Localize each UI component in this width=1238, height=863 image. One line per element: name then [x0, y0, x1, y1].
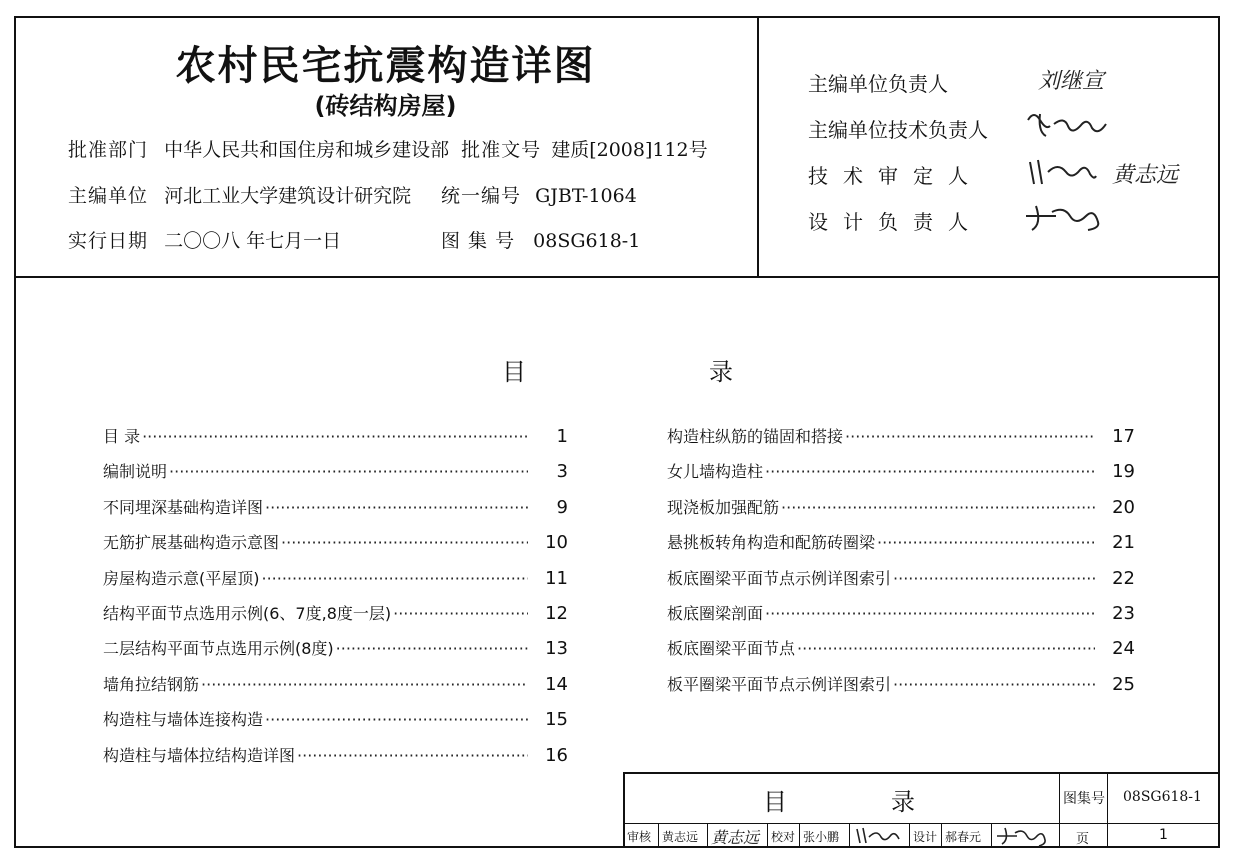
tb-designer: 郝春元 [945, 830, 982, 844]
resp-role-4: 设计负责人 [808, 210, 983, 234]
toc-entry[interactable]: 构造柱与墙体拉结构造详图 ····· 16 [103, 743, 568, 765]
approval-dept: 中华人民共和国住房和城乡建设部 [164, 139, 450, 161]
tb-designer-signature [995, 825, 1057, 847]
signature-4-scrawl [1022, 200, 1108, 234]
approval-no-label: 批准文号 [461, 139, 542, 161]
unified-no: GJBT-1064 [535, 185, 637, 207]
toc-heading-left: 目 [502, 358, 526, 386]
toc-entry[interactable]: 房屋构造示意(平屋顶) ····· 11 [103, 566, 568, 588]
tb-checker-signature [853, 825, 907, 847]
toc-entry[interactable]: 无筋扩展基础构造示意图 ····· 10 [103, 530, 568, 552]
approval-row [68, 135, 708, 162]
toc-entry[interactable]: 不同埋深基础构造详图 ····· 9 [103, 495, 568, 517]
toc-entry[interactable]: 板底圈梁平面节点示例详图索引 ····· 22 [667, 566, 1135, 588]
toc-entry[interactable]: 板底圈梁剖面 ····· 23 [667, 601, 1135, 623]
toc-entry[interactable]: 构造柱纵筋的锚固和搭接 ····· 17 [667, 424, 1135, 446]
signature-1: 刘继宣 [1038, 69, 1105, 94]
toc-entry[interactable]: 构造柱与墙体连接构造 ····· 15 [103, 707, 568, 729]
approval-no: 建质[2008]112号 [551, 139, 708, 161]
signature-2-scrawl [1020, 106, 1110, 146]
unified-no-row [441, 181, 637, 208]
tb-atlas-no: 08SG618-1 [1123, 789, 1202, 805]
toc-entry[interactable]: 结构平面节点选用示例(6、7度,8度一层) ····· 12 [103, 601, 568, 623]
atlas-no-row [441, 226, 640, 253]
unified-no-label: 统一编号 [441, 185, 522, 207]
effective-row [68, 226, 341, 253]
header-bottom-line [14, 276, 1220, 278]
title-block [623, 772, 1220, 848]
effective-date: 二〇〇八 年七月一日 [164, 230, 342, 252]
atlas-no: 08SG618-1 [533, 230, 641, 252]
tb-name-right: 录 [891, 788, 915, 816]
tb-design-label: 设计 [913, 830, 938, 844]
tb-page: 1 [1159, 827, 1168, 843]
tb-reviewer-signature: 黄志远 [711, 828, 760, 847]
toc-entry[interactable]: 二层结构平面节点选用示例(8度) ····· 13 [103, 636, 568, 658]
tb-atlas-label: 图集号 [1063, 791, 1105, 807]
tb-check-label: 校对 [771, 830, 796, 844]
resp-role-1: 主编单位负责人 [808, 72, 948, 96]
toc-heading-right: 录 [709, 358, 733, 386]
effective-label: 实行日期 [68, 230, 149, 252]
tb-name-left: 目 [763, 788, 787, 816]
editor-row [68, 181, 411, 208]
signature-3-name: 黄志远 [1112, 163, 1179, 188]
tb-review-label: 审核 [627, 830, 652, 844]
toc-entry[interactable]: 目 录 ····· 1 [103, 424, 568, 446]
atlas-title: 农村民宅抗震构造详图 [175, 43, 596, 89]
approval-dept-label: 批准部门 [68, 139, 149, 161]
header-divider [757, 16, 759, 277]
toc-entry[interactable]: 编制说明 ····· 3 [103, 459, 568, 481]
resp-role-3: 技术审定人 [808, 164, 983, 188]
atlas-subtitle: (砖结构房屋) [314, 92, 457, 120]
editor-label: 主编单位 [68, 185, 149, 207]
toc-entry[interactable]: 现浇板加强配筋 ····· 20 [667, 495, 1135, 517]
editor: 河北工业大学建筑设计研究院 [164, 185, 412, 207]
tb-page-label: 页 [1076, 832, 1090, 847]
resp-role-2: 主编单位技术负责人 [808, 118, 988, 142]
tb-checker: 张小鹏 [803, 830, 840, 844]
toc-entry[interactable]: 悬挑板转角构造和配筋砖圈梁 ····· 21 [667, 530, 1135, 552]
signature-3-scrawl [1024, 154, 1104, 190]
toc-entry[interactable]: 女儿墙构造柱 ····· 19 [667, 459, 1135, 481]
toc-entry[interactable]: 板平圈梁平面节点示例详图索引 ····· 25 [667, 672, 1135, 694]
tb-reviewer: 黄志远 [662, 830, 699, 844]
toc-entry[interactable]: 板底圈梁平面节点 ····· 24 [667, 636, 1135, 658]
toc-entry[interactable]: 墙角拉结钢筋 ····· 14 [103, 672, 568, 694]
atlas-no-label: 图 集 号 [441, 230, 516, 252]
